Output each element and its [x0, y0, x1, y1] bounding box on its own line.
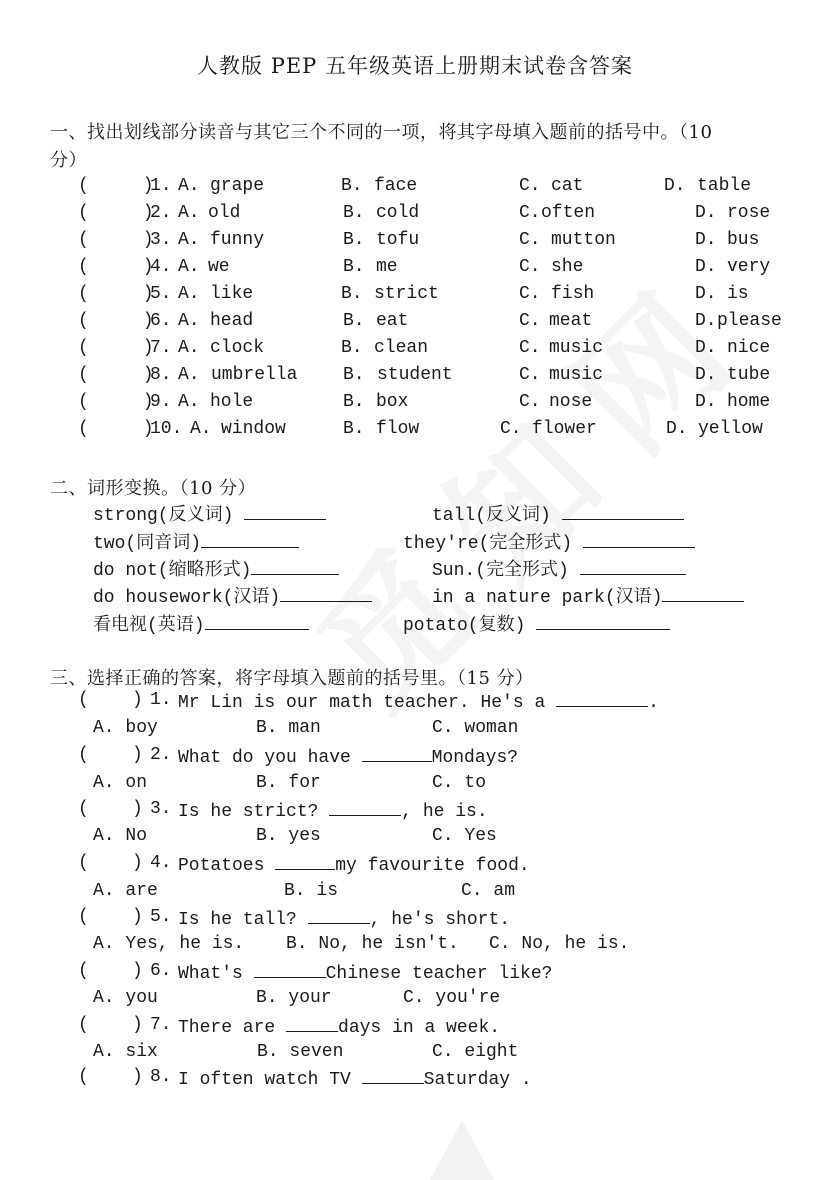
answer-blank[interactable]: [244, 503, 326, 520]
question-text: [178, 1015, 500, 1038]
question-text-after-blank: Mondays?: [431, 748, 519, 768]
option-c-label: C.: [519, 203, 541, 223]
word-form-row: [93, 582, 813, 606]
options-row: [0, 881, 830, 905]
options-row: [0, 773, 830, 797]
question-text-after-blank: , he's short.: [369, 910, 511, 930]
option-a-label: A.: [178, 230, 200, 250]
option-b[interactable]: B. seven: [257, 1042, 344, 1062]
prompt-label: do housework(汉语): [93, 588, 281, 608]
question-number: 7.: [150, 338, 172, 358]
option-d-label: D.: [695, 338, 717, 358]
option-a-label: A.: [178, 176, 200, 196]
answer-blank[interactable]: [662, 585, 744, 602]
option-d-label: D.: [695, 365, 717, 385]
phonics-question-row: [0, 257, 830, 281]
option-a-word: window: [221, 419, 286, 439]
answer-paren[interactable]: ( ): [78, 176, 154, 196]
answer-blank[interactable]: [562, 503, 684, 520]
question-text-before-blank: I often watch TV: [178, 1070, 351, 1090]
choice-question-row: [78, 1015, 818, 1039]
option-c-word: she: [551, 257, 584, 277]
question-number: 7.: [150, 1015, 172, 1035]
answer-blank[interactable]: [201, 531, 299, 548]
answer-blank[interactable]: [580, 558, 686, 575]
phonics-question-row: [0, 419, 830, 443]
option-c-label: C.: [519, 338, 541, 358]
option-b[interactable]: B. for: [256, 773, 321, 793]
question-text: [178, 853, 530, 876]
prompt-label: they're(完全形式): [403, 534, 573, 554]
answer-paren[interactable]: ( ): [78, 365, 154, 385]
choice-question-row: [78, 690, 818, 714]
answer-blank[interactable]: [556, 690, 648, 707]
option-d-word: yellow: [698, 419, 763, 439]
answer-paren[interactable]: ( ): [78, 799, 143, 819]
question-number: 8.: [150, 1067, 172, 1087]
answer-paren[interactable]: ( ): [78, 745, 143, 765]
question-number: 3.: [150, 230, 172, 250]
question-text-after-blank: days in a week.: [338, 1018, 501, 1038]
option-b-word: cold: [376, 203, 420, 223]
option-c-word: often: [541, 203, 596, 223]
question-number: 6.: [150, 311, 172, 331]
option-c-word: mutton: [551, 230, 616, 250]
option-a-word: like: [210, 284, 254, 304]
option-b-word: me: [376, 257, 398, 277]
option-c-label: C.: [519, 365, 541, 385]
word-form-row: [93, 555, 793, 579]
answer-blank[interactable]: [205, 613, 309, 630]
option-b-word: student: [377, 365, 453, 385]
option-d-word: very: [727, 257, 771, 277]
options-row: [0, 718, 830, 742]
question-text-before-blank: Mr Lin is our math teacher. He's a: [178, 693, 546, 713]
question-number: 10.: [150, 419, 183, 439]
question-text-before-blank: Potatoes: [178, 856, 265, 876]
answer-paren[interactable]: ( ): [78, 853, 143, 873]
choice-question-row: [78, 853, 818, 877]
watermark-logo-icon: [430, 1120, 494, 1180]
option-b-word: tofu: [376, 230, 420, 250]
question-text-before-blank: Is he tall?: [178, 910, 297, 930]
option-a-word: hole: [210, 392, 254, 412]
option-c[interactable]: C. to: [432, 773, 487, 793]
answer-blank[interactable]: [308, 907, 370, 924]
option-b-word: strict: [374, 284, 439, 304]
option-c-label: C.: [519, 311, 541, 331]
answer-paren[interactable]: ( ): [78, 338, 154, 358]
question-number: 5.: [150, 907, 172, 927]
prompt-label: strong(反义词): [93, 506, 234, 526]
section1-heading: 一、找出划线部分读音与其它三个不同的一项，将其字母填入题前的括号中。（10: [50, 122, 713, 143]
option-b[interactable]: B. your: [256, 988, 332, 1008]
question-text: [178, 961, 552, 984]
option-d-label: D.: [666, 419, 688, 439]
choice-question-row: [78, 799, 818, 823]
answer-paren[interactable]: ( ): [78, 1015, 143, 1035]
question-text: [178, 745, 518, 768]
question-number: 6.: [150, 961, 172, 981]
phonics-question-row: [0, 203, 830, 227]
option-a-label: A.: [178, 203, 200, 223]
option-a-label: A.: [178, 311, 200, 331]
question-text: [178, 690, 659, 713]
option-a-word: grape: [210, 176, 265, 196]
answer-blank[interactable]: [254, 961, 326, 978]
option-b-label: B.: [343, 392, 365, 412]
answer-blank[interactable]: [329, 799, 401, 816]
option-b-word: clean: [374, 338, 429, 358]
option-c-word: music: [549, 365, 604, 385]
option-a-label: A.: [178, 338, 200, 358]
option-c[interactable]: C. No, he is.: [489, 934, 630, 954]
word-form-row: [93, 500, 793, 524]
option-a[interactable]: A. you: [93, 988, 158, 1008]
option-c-label: C.: [500, 419, 522, 439]
option-a[interactable]: A. Yes, he is.: [93, 934, 245, 954]
word-form-row: [93, 610, 793, 634]
answer-blank[interactable]: [251, 558, 339, 575]
question-number: 3.: [150, 799, 172, 819]
answer-blank[interactable]: [362, 745, 432, 762]
phonics-question-row: [0, 365, 830, 389]
options-row: [0, 826, 830, 850]
answer-blank[interactable]: [286, 1015, 338, 1032]
prompt-label: Sun.(完全形式): [432, 561, 569, 581]
option-d-label: D.: [695, 203, 717, 223]
option-c-label: C.: [519, 176, 541, 196]
question-number: 2.: [150, 203, 172, 223]
option-b-label: B.: [343, 311, 365, 331]
question-text-before-blank: What's: [178, 964, 243, 984]
question-text-after-blank: .: [648, 693, 659, 713]
option-c-word: flower: [532, 419, 597, 439]
option-b[interactable]: B. No, he isn't.: [286, 934, 459, 954]
answer-blank[interactable]: [583, 531, 695, 548]
answer-paren[interactable]: ( ): [78, 392, 154, 412]
option-a-label: A.: [178, 257, 200, 277]
question-text-after-blank: , he is.: [401, 802, 488, 822]
question-text: [178, 907, 510, 930]
answer-blank[interactable]: [280, 585, 372, 602]
option-c[interactable]: C. Yes: [432, 826, 497, 846]
option-d-word: is: [727, 284, 749, 304]
option-a-label: A.: [178, 392, 200, 412]
option-c-word: fish: [551, 284, 595, 304]
option-b-word: eat: [376, 311, 409, 331]
question-number: 9.: [150, 392, 172, 412]
answer-paren[interactable]: ( ): [78, 230, 154, 250]
choice-question-row: [78, 961, 818, 985]
choice-question-row: [78, 745, 818, 769]
question-text: [178, 799, 488, 822]
answer-blank[interactable]: [362, 1067, 424, 1084]
option-a-word: umbrella: [211, 365, 298, 385]
section3-heading: 三、选择正确的答案，将字母填入题前的括号里。（15 分）: [50, 668, 534, 689]
phonics-question-row: [0, 338, 830, 362]
answer-blank[interactable]: [275, 853, 335, 870]
option-b-label: B.: [343, 230, 365, 250]
options-row: [0, 934, 830, 958]
option-d-word: bus: [727, 230, 760, 250]
option-d-word: tube: [727, 365, 771, 385]
prompt-label: two(同音词): [93, 534, 202, 554]
option-a-word: clock: [210, 338, 265, 358]
option-c-label: C.: [519, 284, 541, 304]
option-a-word: funny: [210, 230, 265, 250]
option-d-label: D.: [695, 230, 717, 250]
option-b-label: B.: [343, 419, 365, 439]
question-number: 4.: [150, 257, 172, 277]
phonics-question-row: [0, 311, 830, 335]
options-row: [0, 1042, 830, 1066]
question-text-after-blank: Saturday .: [423, 1070, 532, 1090]
option-d-label: D.: [664, 176, 686, 196]
answer-blank[interactable]: [536, 613, 670, 630]
phonics-question-row: [0, 176, 830, 200]
question-number: 8.: [150, 365, 172, 385]
option-d-word: please: [717, 311, 782, 331]
phonics-question-row: [0, 284, 830, 308]
option-a[interactable]: A. six: [93, 1042, 158, 1062]
question-text-before-blank: What do you have: [178, 748, 351, 768]
option-c-label: C.: [519, 230, 541, 250]
prompt-label: 看电视(英语): [93, 616, 205, 636]
choice-question-row: [78, 1067, 818, 1091]
option-b-label: B.: [341, 176, 363, 196]
option-c-label: C.: [519, 392, 541, 412]
option-d-word: nice: [727, 338, 771, 358]
answer-paren[interactable]: ( ): [78, 311, 154, 331]
option-c-label: C.: [519, 257, 541, 277]
options-row: [0, 988, 830, 1012]
question-text: [178, 1067, 532, 1090]
option-b-label: B.: [341, 284, 363, 304]
option-d-label: D.: [695, 284, 717, 304]
option-c[interactable]: C. you're: [403, 988, 501, 1008]
answer-paren[interactable]: ( ): [78, 1067, 143, 1087]
option-b[interactable]: B. is: [284, 881, 339, 901]
option-b[interactable]: B. man: [256, 718, 321, 738]
option-d-label: D.: [695, 311, 717, 331]
section1-heading-cont: 分）: [50, 150, 87, 171]
page-title: 人教版 PEP 五年级英语上册期末试卷含答案: [197, 54, 633, 78]
option-c-word: meat: [549, 311, 593, 331]
option-a[interactable]: A. No: [93, 826, 148, 846]
option-a[interactable]: A. are: [93, 881, 158, 901]
answer-paren[interactable]: ( ): [78, 907, 143, 927]
option-d-label: D.: [695, 392, 717, 412]
answer-paren[interactable]: ( ): [78, 690, 143, 710]
option-c-word: cat: [551, 176, 584, 196]
option-d-word: rose: [727, 203, 771, 223]
option-b-word: flow: [376, 419, 420, 439]
option-a-word: old: [208, 203, 241, 223]
question-number: 2.: [150, 745, 172, 765]
option-a-word: we: [208, 257, 230, 277]
option-a-label: A.: [190, 419, 212, 439]
question-text-after-blank: Chinese teacher like?: [325, 964, 553, 984]
question-text-before-blank: There are: [178, 1018, 276, 1038]
option-b-label: B.: [343, 203, 365, 223]
option-c-word: music: [549, 338, 604, 358]
prompt-label: do not(缩略形式): [93, 561, 252, 581]
option-a-label: A.: [178, 284, 200, 304]
option-c[interactable]: C. eight: [432, 1042, 519, 1062]
choice-question-row: [78, 907, 818, 931]
phonics-question-row: [0, 392, 830, 416]
answer-paren[interactable]: ( ): [78, 961, 143, 981]
option-d-word: table: [697, 176, 752, 196]
option-a[interactable]: A. boy: [93, 718, 158, 738]
question-number: 5.: [150, 284, 172, 304]
answer-paren[interactable]: ( ): [78, 419, 154, 439]
option-b-word: face: [374, 176, 418, 196]
question-text-after-blank: my favourite food.: [335, 856, 530, 876]
phonics-question-row: [0, 230, 830, 254]
prompt-label: potato(复数): [403, 616, 526, 636]
option-b-label: B.: [343, 365, 365, 385]
answer-paren[interactable]: ( ): [78, 203, 154, 223]
answer-paren[interactable]: ( ): [78, 257, 154, 277]
option-a-word: head: [210, 311, 254, 331]
question-number: 4.: [150, 853, 172, 873]
option-b-word: box: [376, 392, 409, 412]
option-c[interactable]: C. woman: [432, 718, 519, 738]
option-b-label: B.: [341, 338, 363, 358]
question-number: 1.: [150, 176, 172, 196]
option-b-label: B.: [343, 257, 365, 277]
prompt-label: tall(反义词): [432, 506, 551, 526]
option-a[interactable]: A. on: [93, 773, 148, 793]
question-text-before-blank: Is he strict?: [178, 802, 319, 822]
question-number: 1.: [150, 690, 172, 710]
word-form-row: [93, 528, 793, 552]
option-b[interactable]: B. yes: [256, 826, 321, 846]
option-c-word: nose: [549, 392, 593, 412]
answer-paren[interactable]: ( ): [78, 284, 154, 304]
option-d-label: D.: [695, 257, 717, 277]
option-c[interactable]: C. am: [461, 881, 516, 901]
option-a-label: A.: [178, 365, 200, 385]
section2-heading: 二、词形变换。（10 分）: [50, 478, 257, 499]
option-d-word: home: [727, 392, 771, 412]
prompt-label: in a nature park(汉语): [432, 588, 663, 608]
